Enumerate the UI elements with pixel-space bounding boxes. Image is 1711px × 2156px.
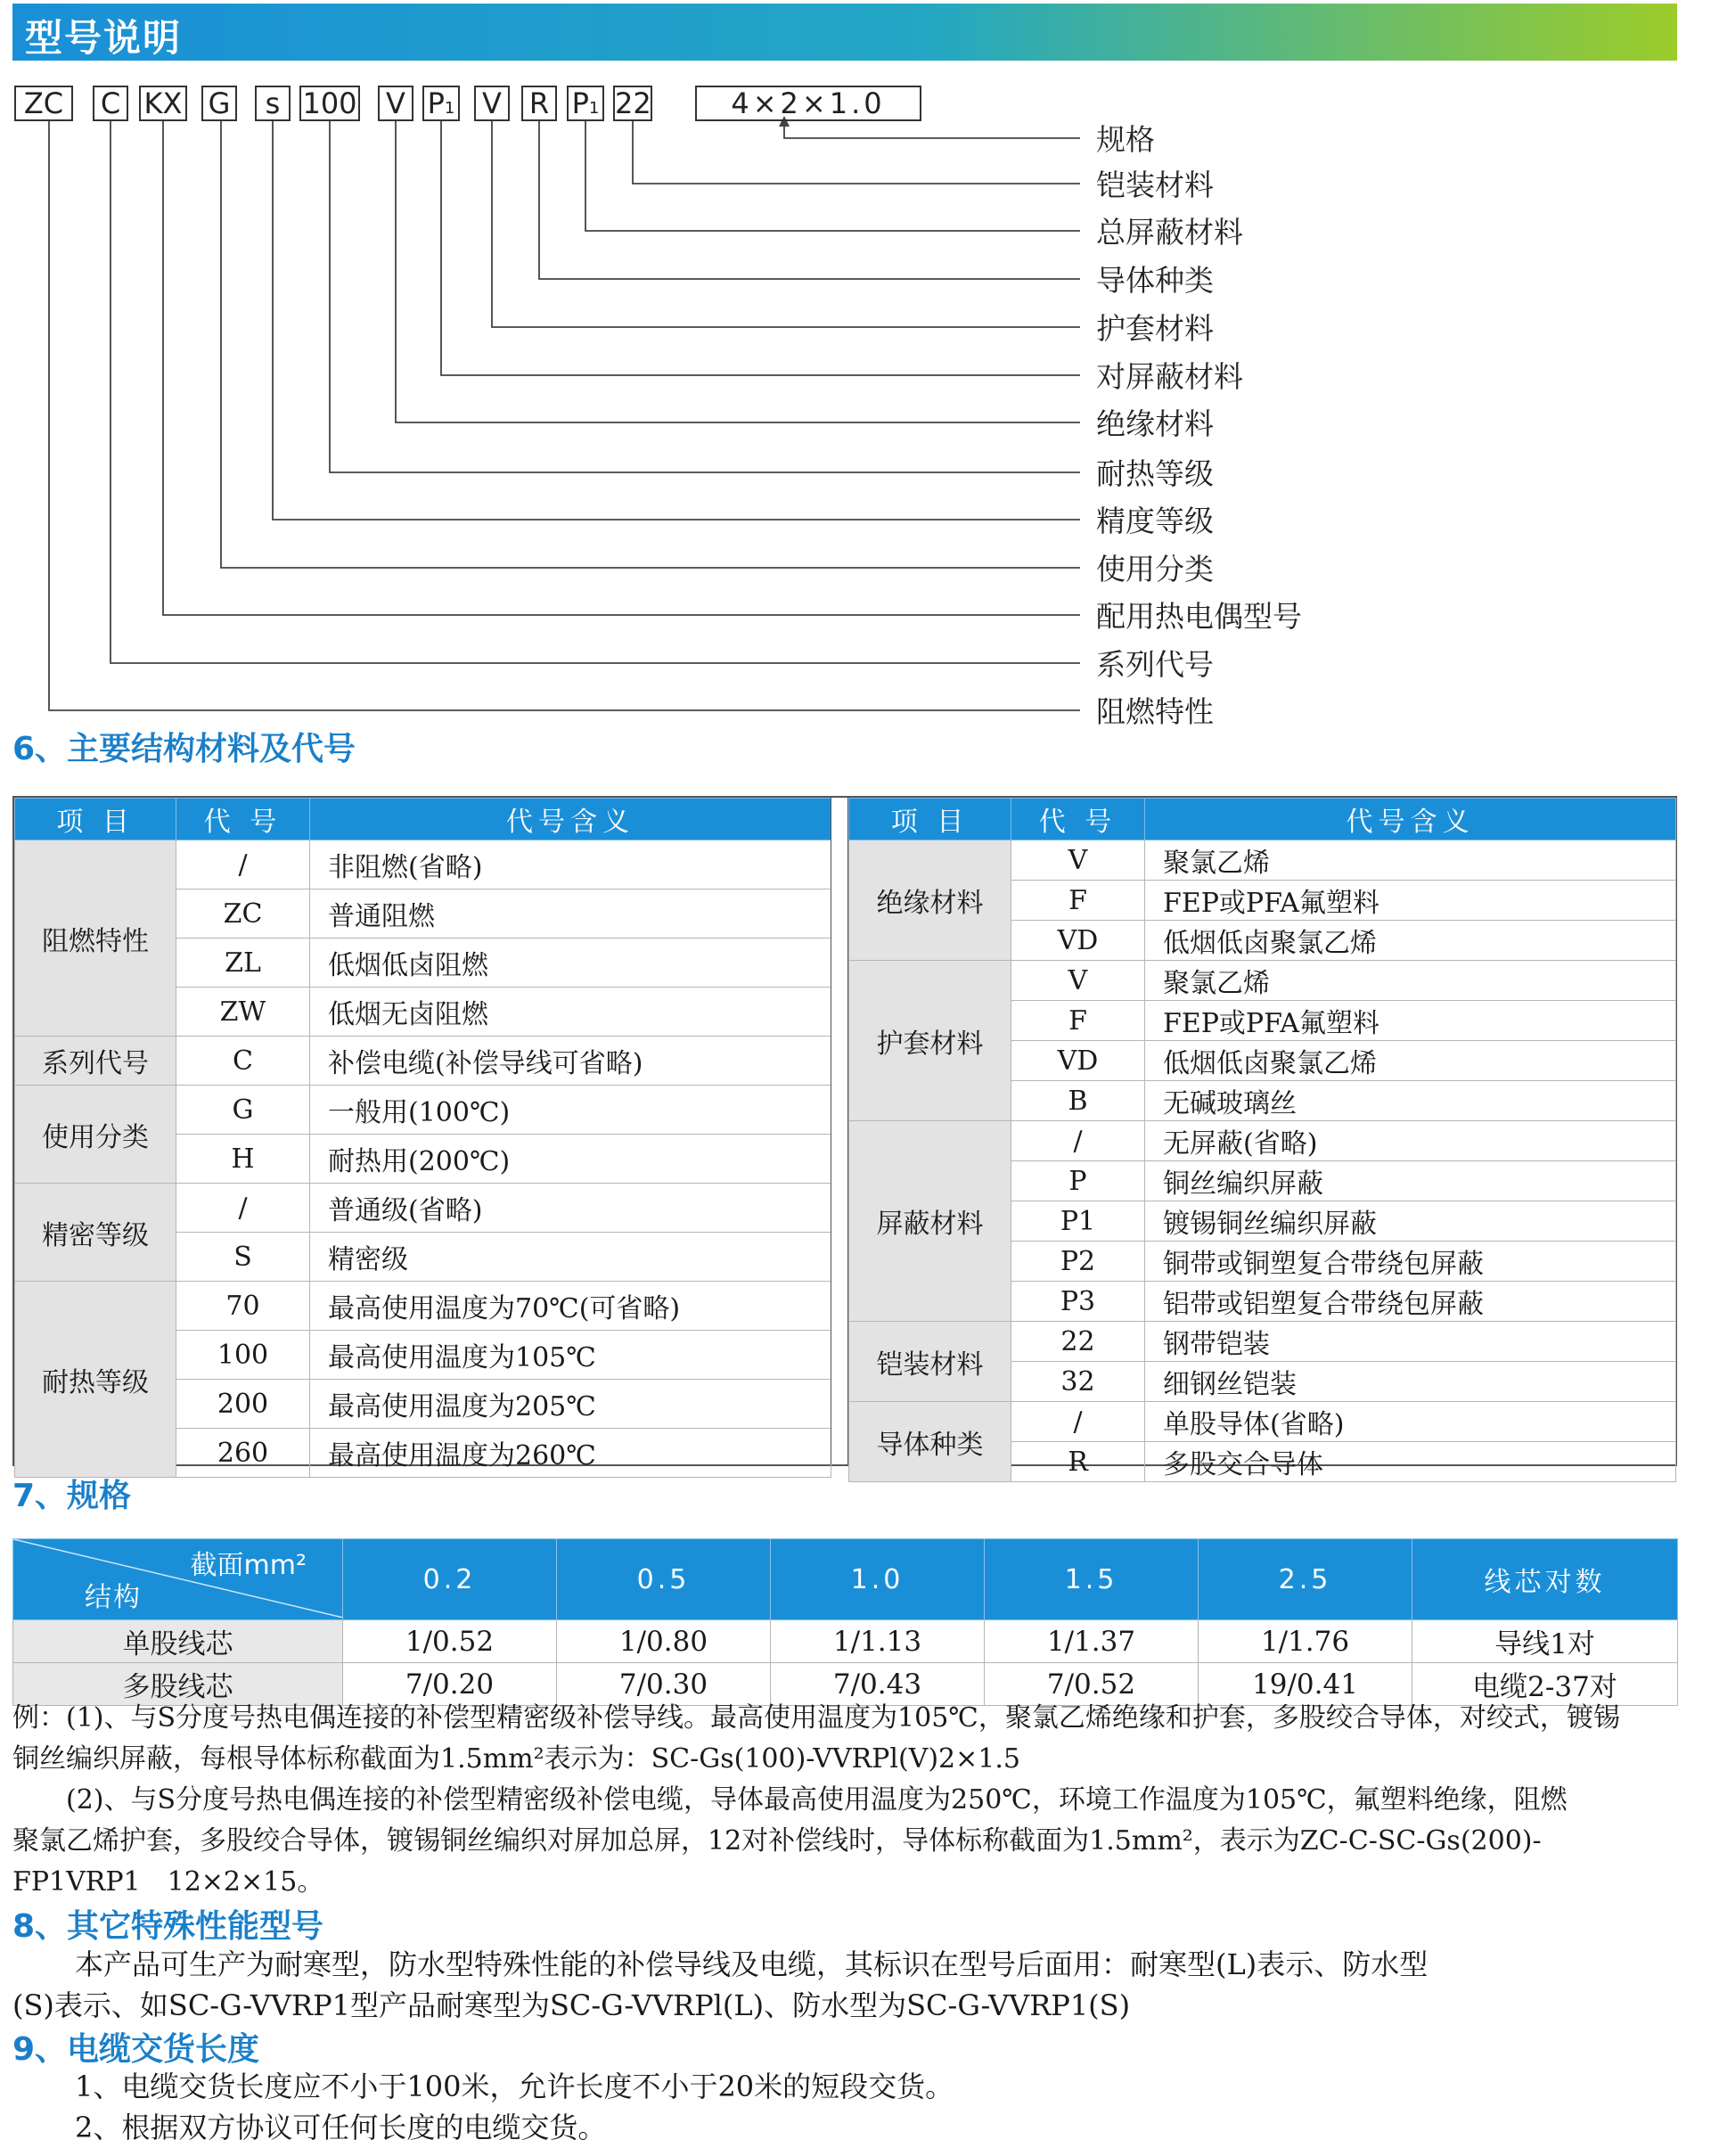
meaning-cell: 多股交合导体 [1145, 1442, 1676, 1482]
section8-title: 8、其它特殊性能型号 [12, 1908, 324, 1945]
meaning-cell: 最高使用温度为205℃ [310, 1380, 831, 1429]
group-label: 绝缘材料 [849, 840, 1011, 961]
code-cell: VD [1011, 1041, 1145, 1081]
annotation-sheath: 护套材料 [1096, 311, 1214, 346]
spec-col-header: 0.5 [557, 1539, 771, 1620]
table-row [15, 840, 831, 889]
spec-cell: 1/0.52 [343, 1620, 557, 1663]
col-header-item: 项 目 [849, 799, 1011, 840]
spec-cell: 7/0.52 [985, 1663, 1199, 1706]
table-row [15, 1184, 831, 1233]
meaning-cell: 普通阻燃 [310, 889, 831, 939]
meaning-cell: 铜丝编织屏蔽 [1145, 1161, 1676, 1201]
table-row [849, 1121, 1676, 1161]
code-cell: ZW [176, 988, 310, 1037]
spec-cell: 导线1对 [1412, 1620, 1678, 1663]
code-cell: H [176, 1135, 310, 1184]
code-cell: P2 [1011, 1242, 1145, 1282]
example-1-line-1: 例：(1)、与S分度号热电偶连接的补偿型精密级补偿导线。最高使用温度为105℃，聚氯乙烯绝缘和护套，多股绞合导体，对绞式，镀锡 [12, 1702, 1620, 1734]
code-cell: P1 [1011, 1201, 1145, 1242]
table-row [15, 1086, 831, 1135]
meaning-cell: 聚氯乙烯 [1145, 840, 1676, 881]
meaning-cell: 聚氯乙烯 [1145, 961, 1676, 1001]
page-title: 型号说明 [25, 16, 183, 60]
leader-thermocouple [163, 121, 1080, 615]
code-cell: / [1011, 1121, 1145, 1161]
code-cell: P3 [1011, 1282, 1145, 1322]
table-row [15, 1037, 831, 1086]
code-cell: 100 [176, 1331, 310, 1380]
code-cell: F [1011, 881, 1145, 921]
group-label: 耐热等级 [15, 1282, 176, 1478]
spec-cell: 1/1.13 [771, 1620, 985, 1663]
meaning-cell: 无碱玻璃丝 [1145, 1081, 1676, 1121]
table-row [849, 961, 1676, 1001]
meaning-cell: 最高使用温度为70℃(可省略) [310, 1282, 831, 1331]
group-label: 护套材料 [849, 961, 1011, 1121]
annotation-insulation: 绝缘材料 [1096, 406, 1214, 441]
leader-insulation [396, 121, 1080, 422]
leader-conductor [539, 121, 1080, 279]
leader-pair-shield [441, 121, 1080, 375]
group-label: 阻燃特性 [15, 840, 176, 1037]
code-cell: / [176, 840, 310, 889]
row-header: 多股线芯 [13, 1663, 343, 1706]
section9-item-2: 2、根据双方协议可任何长度的电缆交货。 [75, 2111, 607, 2144]
meaning-cell: 镀锡铜丝编织屏蔽 [1145, 1201, 1676, 1242]
group-label: 铠装材料 [849, 1322, 1011, 1402]
spec-cell: 7/0.20 [343, 1663, 557, 1706]
leader-sheath [492, 121, 1080, 327]
spec-col-header: 0.2 [343, 1539, 557, 1620]
meaning-cell: 单股导体(省略) [1145, 1402, 1676, 1442]
example-2-line-3: FP1VRP1 12×2×15。 [12, 1866, 324, 1898]
table-row [849, 1402, 1676, 1442]
col-header-meaning: 代号含义 [1145, 799, 1676, 840]
leader-series [111, 121, 1080, 663]
group-label: 使用分类 [15, 1086, 176, 1184]
meaning-cell: 普通级(省略) [310, 1184, 831, 1233]
code-box-thermocouple: KX [139, 86, 187, 121]
material-table-right [848, 798, 1676, 1482]
meaning-cell: 铜带或铜塑复合带绕包屏蔽 [1145, 1242, 1676, 1282]
code-box-spec: 4×2×1.0 [695, 86, 921, 121]
code-cell: 32 [1011, 1362, 1145, 1402]
meaning-cell: 低烟低卤阻燃 [310, 939, 831, 988]
spec-table [12, 1538, 1678, 1706]
annotation-conductor: 导体种类 [1096, 263, 1214, 298]
spec-corner-header [13, 1539, 343, 1620]
code-box-series: C [93, 86, 128, 121]
meaning-cell: 耐热用(200℃) [310, 1135, 831, 1184]
table-divider [831, 798, 848, 1464]
meaning-cell: FEP或PFA氟塑料 [1145, 881, 1676, 921]
code-cell: 260 [176, 1429, 310, 1478]
col-header-item: 项 目 [15, 799, 176, 840]
code-cell: ZL [176, 939, 310, 988]
table-row [13, 1620, 1678, 1663]
code-cell: 200 [176, 1380, 310, 1429]
meaning-cell: 铝带或铝塑复合带绕包屏蔽 [1145, 1282, 1676, 1322]
meaning-cell: 精密级 [310, 1233, 831, 1282]
code-cell: P [1011, 1161, 1145, 1201]
code-cell: / [1011, 1402, 1145, 1442]
corner-label-structure: 结构 [85, 1582, 142, 1613]
group-label: 精密等级 [15, 1184, 176, 1282]
leader-precision [273, 121, 1080, 520]
spec-cell: 1/1.37 [985, 1620, 1199, 1663]
spec-col-header: 线芯对数 [1412, 1539, 1678, 1620]
model-code-diagram [0, 0, 1711, 731]
meaning-cell: 一般用(100℃) [310, 1086, 831, 1135]
example-2-line-1: (2)、与S分度号热电偶连接的补偿型精密级补偿电缆，导体最高使用温度为250℃，环境工作温度为105℃，氟塑料绝缘，阻燃 [66, 1784, 1568, 1816]
annotation-total-shield: 总屏蔽材料 [1096, 215, 1243, 250]
code-cell: V [1011, 961, 1145, 1001]
col-header-code: 代 号 [1011, 799, 1145, 840]
code-cell: VD [1011, 921, 1145, 961]
section9-title: 9、电缆交货长度 [12, 2031, 260, 2068]
code-box-heat: 100 [299, 86, 360, 121]
section7-title: 7、规格 [12, 1478, 132, 1514]
col-header-code: 代 号 [176, 799, 310, 840]
code-cell: R [1011, 1442, 1145, 1482]
code-cell: V [1011, 840, 1145, 881]
row-header: 单股线芯 [13, 1620, 343, 1663]
code-box-sheath: V [474, 86, 510, 121]
table-row [849, 1322, 1676, 1362]
code-cell: B [1011, 1081, 1145, 1121]
meaning-cell: 非阻燃(省略) [310, 840, 831, 889]
section8-line-1: 本产品可生产为耐寒型，防水型特殊性能的补偿导线及电缆，其标识在型号后面用：耐寒型(L)表示、防水型 [75, 1947, 1429, 1981]
code-cell: F [1011, 1001, 1145, 1041]
spec-cell: 1/0.80 [557, 1620, 771, 1663]
table-row [15, 1282, 831, 1331]
meaning-cell: 低烟低卤聚氯乙烯 [1145, 1041, 1676, 1081]
meaning-cell: FEP或PFA氟塑料 [1145, 1001, 1676, 1041]
meaning-cell: 最高使用温度为260℃ [310, 1429, 831, 1478]
group-label: 导体种类 [849, 1402, 1011, 1482]
group-label: 系列代号 [15, 1037, 176, 1086]
annotation-spec: 规格 [1096, 122, 1155, 157]
spec-cell: 7/0.30 [557, 1663, 771, 1706]
meaning-cell: 低烟无卤阻燃 [310, 988, 831, 1037]
spec-cell: 19/0.41 [1199, 1663, 1412, 1706]
example-2-line-2: 聚氯乙烯护套，多股绞合导体，镀锡铜丝编织对屏加总屏，12对补偿线时，导体标称截面为1.5mm²，表示为ZC-C-SC-Gs(200)- [12, 1825, 1542, 1857]
code-box-armor: 22 [615, 86, 651, 120]
annotation-flame: 阻燃特性 [1096, 694, 1214, 729]
annotation-usage: 使用分类 [1096, 552, 1214, 586]
code-cell: ZC [176, 889, 310, 939]
code-cell: G [176, 1086, 310, 1135]
annotation-heat: 耐热等级 [1096, 456, 1214, 491]
code-box-precision: s [255, 86, 291, 121]
annotation-precision: 精度等级 [1096, 504, 1214, 538]
group-label: 屏蔽材料 [849, 1121, 1011, 1322]
leader-usage [221, 121, 1080, 568]
leader-spec [784, 121, 1080, 138]
spec-col-header: 1.5 [985, 1539, 1199, 1620]
meaning-cell: 补偿电缆(补偿导线可省略) [310, 1037, 831, 1086]
leader-heat [330, 121, 1080, 472]
meaning-cell: 低烟低卤聚氯乙烯 [1145, 921, 1676, 961]
spec-cell: 1/1.76 [1199, 1620, 1412, 1663]
annotation-pair-shield: 对屏蔽材料 [1096, 359, 1243, 394]
material-code-table [12, 796, 1677, 1480]
spec-cell: 电缆2-37对 [1412, 1663, 1678, 1706]
material-table-left [14, 798, 831, 1478]
meaning-cell: 细钢丝铠装 [1145, 1362, 1676, 1402]
leader-armor [633, 121, 1080, 184]
annotation-series: 系列代号 [1096, 647, 1214, 682]
meaning-cell: 无屏蔽(省略) [1145, 1121, 1676, 1161]
table-row [849, 840, 1676, 881]
code-box-flame: ZC [14, 86, 73, 121]
code-cell: / [176, 1184, 310, 1233]
code-box-total-shield: P1 [567, 86, 604, 121]
corner-label-section: 截面mm² [190, 1550, 307, 1581]
code-box-pair-shield: P1 [422, 86, 460, 121]
code-cell: 22 [1011, 1322, 1145, 1362]
code-cell: S [176, 1233, 310, 1282]
annotation-thermocouple: 配用热电偶型号 [1096, 599, 1302, 634]
meaning-cell: 钢带铠装 [1145, 1322, 1676, 1362]
example-1-line-2: 铜丝编织屏蔽，每根导体标称截面为1.5mm²表示为：SC-Gs(100)-VVRPl(V)2×1.5 [12, 1743, 1020, 1775]
spec-cell: 7/0.43 [771, 1663, 985, 1706]
code-cell: 70 [176, 1282, 310, 1331]
annotation-armor: 铠装材料 [1096, 168, 1214, 202]
spec-col-header: 1.0 [771, 1539, 985, 1620]
spec-col-header: 2.5 [1199, 1539, 1412, 1620]
code-box-insulation: V [378, 86, 413, 121]
leader-flame [49, 121, 1080, 710]
section6-title: 6、主要结构材料及代号 [12, 731, 356, 767]
col-header-meaning: 代号含义 [310, 799, 831, 840]
code-cell: C [176, 1037, 310, 1086]
section8-line-2: (S)表示、如SC-G-VVRP1型产品耐寒型为SC-G-VVRPl(L)、防水型为SC-G-VVRP1(S) [12, 1988, 1131, 2022]
code-box-usage: G [201, 86, 237, 121]
meaning-cell: 最高使用温度为105℃ [310, 1331, 831, 1380]
section9-item-1: 1、电缆交货长度应不小于100米，允许长度不小于20米的短段交货。 [75, 2070, 954, 2103]
code-box-conductor: R [521, 86, 557, 121]
